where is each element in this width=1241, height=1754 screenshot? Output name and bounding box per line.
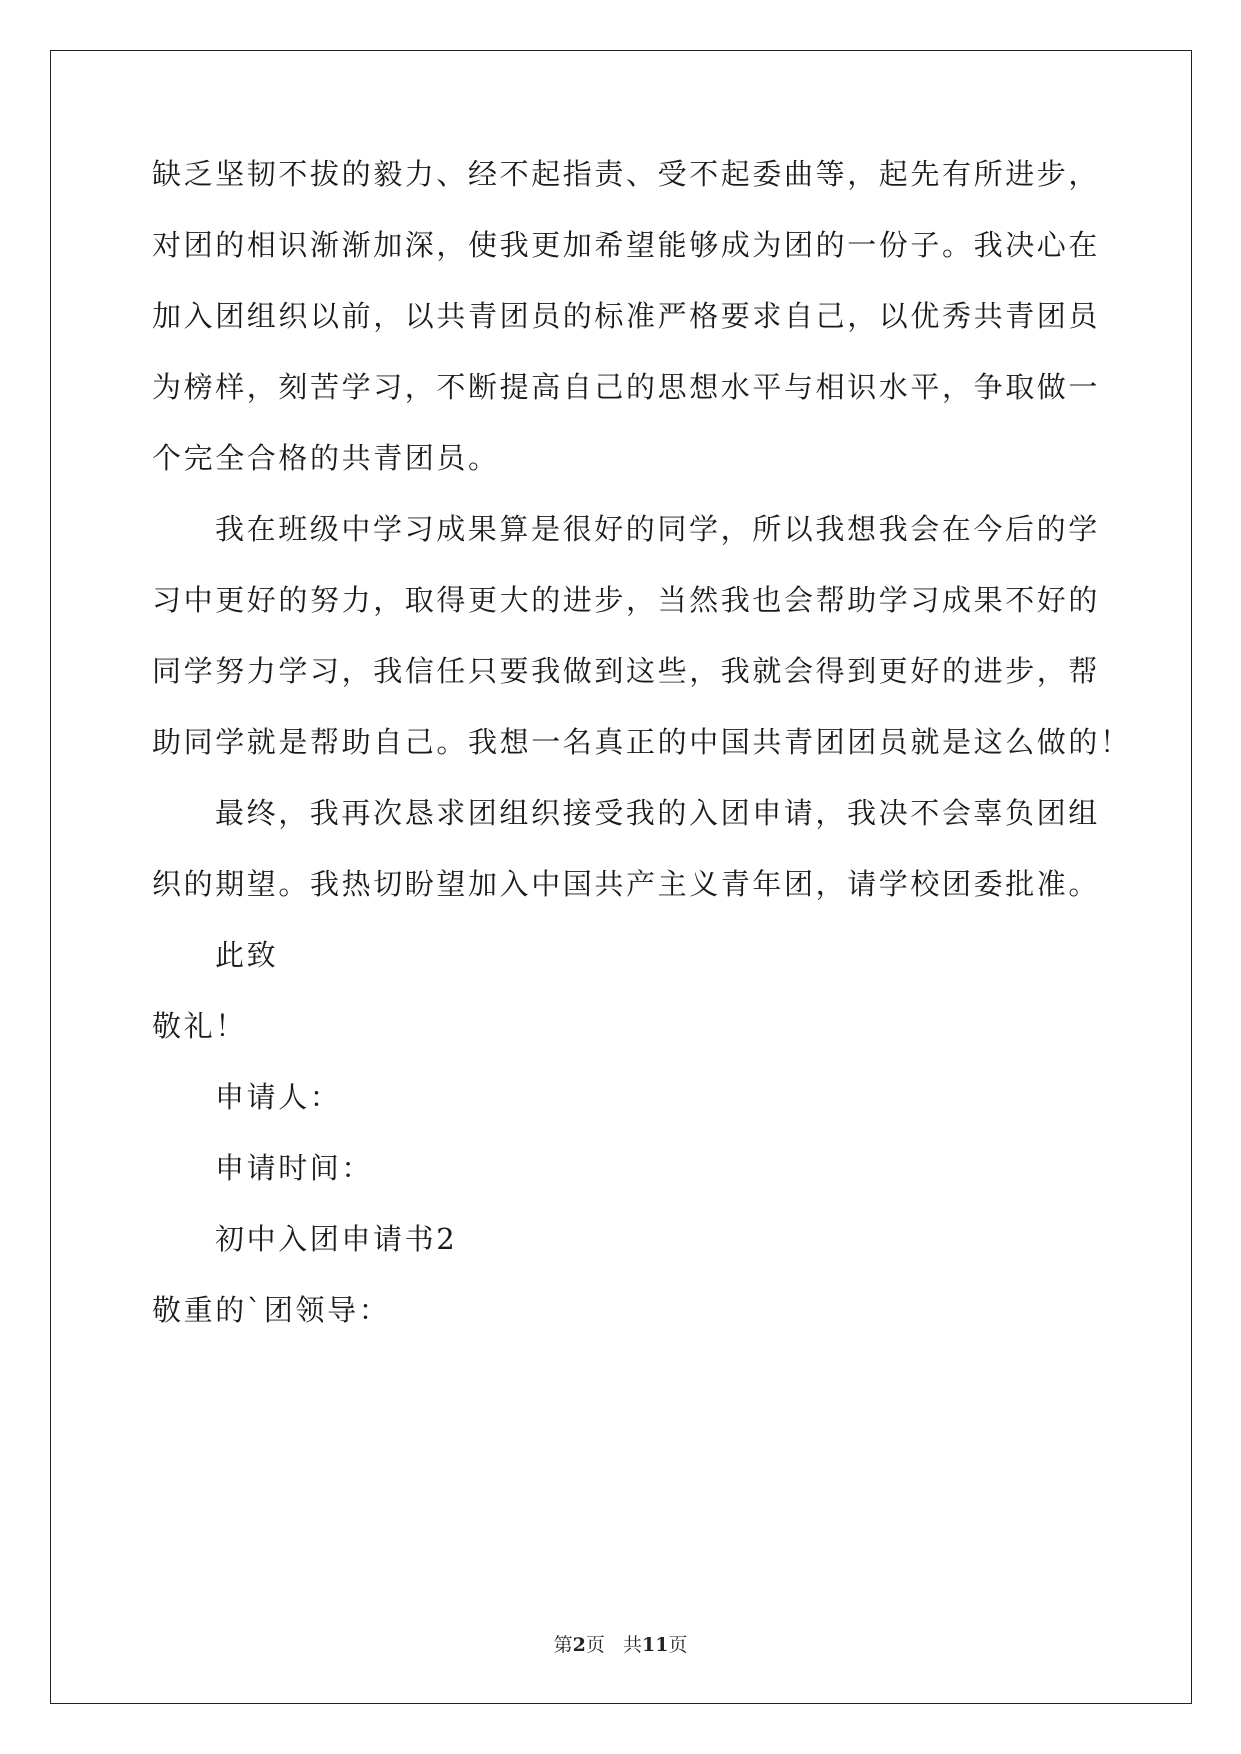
page-number: 2 (572, 1634, 586, 1656)
applicant-label: 申请人： (215, 1080, 342, 1114)
total-pages: 11 (641, 1634, 669, 1656)
paragraph-line: 助同学就是帮助自己。我想一名真正的中国共青团团员就是这么做的！ (152, 725, 1132, 759)
page-suffix: 页 (585, 1634, 605, 1656)
page-prefix: 第 (553, 1634, 573, 1656)
paragraph-line: 织的期望。我热切盼望加入中国共产主义青年团，请学校团委批准。 (152, 867, 1101, 901)
closing-respect: 敬礼！ (152, 1009, 247, 1043)
total-suffix: 页 (668, 1634, 688, 1656)
greeting-line: 敬重的`团领导： (152, 1293, 391, 1327)
paragraph-line: 习中更好的努力，取得更大的进步，当然我也会帮助学习成果不好的 (152, 583, 1101, 617)
paragraph-line: 缺乏坚韧不拔的毅力、经不起指责、受不起委曲等，起先有所进步， (152, 157, 1101, 191)
paragraph-line: 个完全合格的共青团员。 (152, 441, 500, 475)
application-date-label: 申请时间： (215, 1151, 374, 1185)
paragraph-line: 最终，我再次恳求团组织接受我的入团申请，我决不会辜负团组 (215, 796, 1100, 830)
page-footer (0, 1630, 1241, 1657)
paragraph-line: 加入团组织以前，以共青团员的标准严格要求自己，以优秀共青团员 (152, 299, 1101, 333)
paragraph-line: 同学努力学习，我信任只要我做到这些，我就会得到更好的进步，帮 (152, 654, 1101, 688)
closing-salutation: 此致 (215, 938, 279, 972)
paragraph-line: 为榜样，刻苦学习，不断提高自己的思想水平与相识水平，争取做一 (152, 370, 1101, 404)
section-heading: 初中入团申请书2 (215, 1222, 458, 1256)
paragraph-line: 我在班级中学习成果算是很好的同学，所以我想我会在今后的学 (215, 512, 1100, 546)
total-prefix: 共 (622, 1634, 642, 1656)
paragraph-line: 对团的相识渐渐加深，使我更加希望能够成为团的一份子。我决心在 (152, 228, 1101, 262)
